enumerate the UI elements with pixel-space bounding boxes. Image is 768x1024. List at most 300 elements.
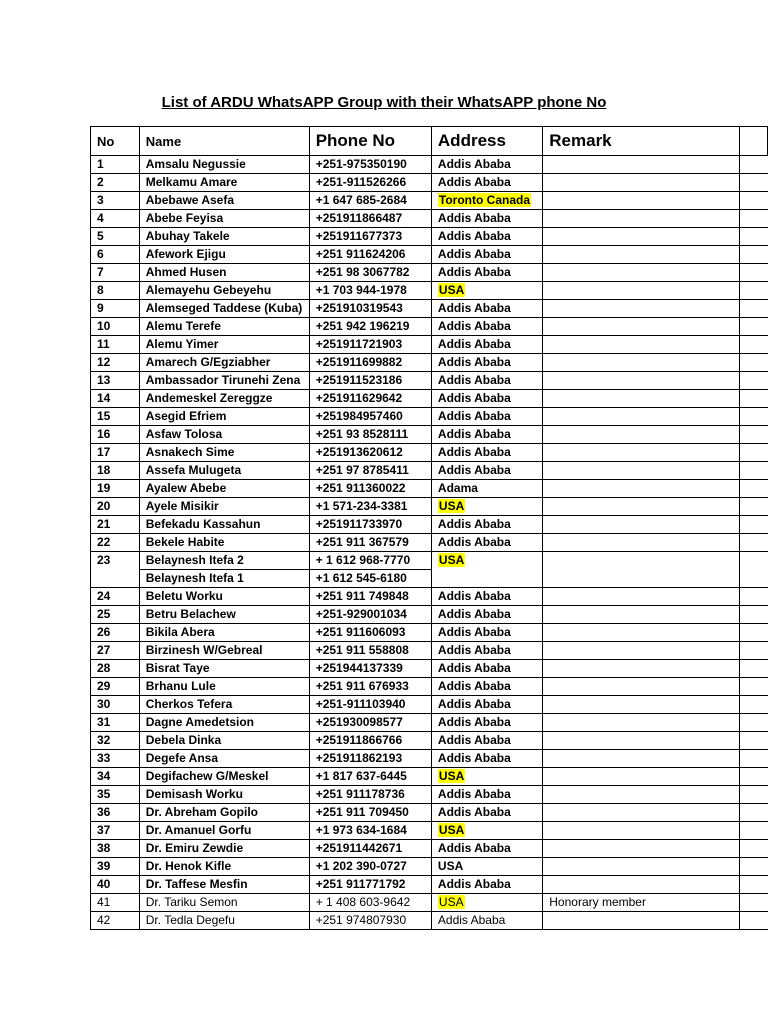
table-row [91,516,768,534]
row-number: 8 [91,282,140,300]
extra-column-cell [739,390,767,408]
extra-column-cell [739,732,767,750]
phone-number: +251 911178736 [309,786,431,804]
row-number: 30 [91,696,140,714]
extra-column-cell [739,768,767,786]
row-number: 36 [91,804,140,822]
header-address: Address [431,127,542,156]
member-name: Demisash Worku [139,786,309,804]
extra-column-cell [739,588,767,606]
remark [543,426,740,444]
member-name: Brhanu Lule [139,678,309,696]
row-number: 11 [91,336,140,354]
remark [543,858,740,876]
remark [543,588,740,606]
phone-number: +251911733970 [309,516,431,534]
table-row [91,480,768,498]
table-row [91,156,768,174]
row-number: 13 [91,372,140,390]
header-remark: Remark [543,127,740,156]
table-row [91,174,768,192]
table-row [91,678,768,696]
row-number: 1 [91,156,140,174]
header-phone: Phone No [309,127,431,156]
remark [543,462,740,480]
extra-column-cell [739,210,767,228]
member-name: Belaynesh Itefa 1 [139,570,309,588]
address [431,642,542,660]
extra-column-cell [739,354,767,372]
phone-number: +251911866487 [309,210,431,228]
phone-number: +251 911 709450 [309,804,431,822]
member-name: Asnakech Sime [139,444,309,462]
address [431,840,542,858]
remark [543,840,740,858]
address-text: USA [438,769,465,783]
remark [543,174,740,192]
address-text: Addis Ababa [437,607,511,621]
address-text: Addis Ababa [437,787,511,801]
member-name: Betru Belachew [139,606,309,624]
member-name: Birzinesh W/Gebreal [139,642,309,660]
address-text: Addis Ababa [437,355,511,369]
extra-column-cell [739,228,767,246]
member-name: Belaynesh Itefa 2 [139,552,309,570]
table-row [91,210,768,228]
phone-number: +251911699882 [309,354,431,372]
member-name: Ahmed Husen [139,264,309,282]
address [431,804,542,822]
row-number: 37 [91,822,140,840]
row-number: 20 [91,498,140,516]
address-text: USA [438,823,465,837]
address [431,354,542,372]
row-number: 16 [91,426,140,444]
phone-number: +251-911526266 [309,174,431,192]
table-row [91,750,768,768]
table-row [91,786,768,804]
table-row [91,804,768,822]
extra-column-cell [739,678,767,696]
extra-column-cell [739,534,767,552]
address [431,876,542,894]
address-text: Addis Ababa [437,247,511,261]
phone-number: +251911862193 [309,750,431,768]
phone-number: +1 571-234-3381 [309,498,431,516]
extra-column-cell [739,264,767,282]
table-row [91,282,768,300]
member-name: Bikila Abera [139,624,309,642]
extra-column-cell [739,372,767,390]
extra-column-cell [739,786,767,804]
row-number: 41 [91,894,140,912]
table-row [91,534,768,552]
remark [543,732,740,750]
address-text: Addis Ababa [437,805,511,819]
row-number: 22 [91,534,140,552]
row-number: 29 [91,678,140,696]
address-text: Addis Ababa [437,697,511,711]
extra-column-cell [739,480,767,498]
phone-number: +251911442671 [309,840,431,858]
remark [543,822,740,840]
row-number: 35 [91,786,140,804]
address [431,372,542,390]
remark [543,264,740,282]
remark [543,318,740,336]
extra-column-cell [739,516,767,534]
member-name: Melkamu Amare [139,174,309,192]
member-name: Abebawe Asefa [139,192,309,210]
address [431,282,542,300]
extra-column-cell [739,696,767,714]
address-text: Addis Ababa [437,301,511,315]
phone-number: +251 93 8528111 [309,426,431,444]
remark [543,480,740,498]
address-text: Addis Ababa [437,157,511,171]
row-number: 28 [91,660,140,678]
extra-column-cell [739,714,767,732]
table-row [91,696,768,714]
address-text: USA [438,499,465,513]
table-row [91,912,768,930]
remark [543,696,740,714]
phone-number: +1 612 545-6180 [309,570,431,588]
row-number: 21 [91,516,140,534]
address [431,462,542,480]
table-body [91,156,768,930]
phone-number: +251911523186 [309,372,431,390]
address-text: Addis Ababa [437,463,511,477]
member-name: Dr. Tedla Degefu [139,912,309,930]
member-name: Alemayehu Gebeyehu [139,282,309,300]
row-number: 4 [91,210,140,228]
table-row [91,876,768,894]
member-name: Afework Ejigu [139,246,309,264]
phone-number: +251984957460 [309,408,431,426]
row-number: 26 [91,624,140,642]
table-row [91,588,768,606]
member-name: Assefa Mulugeta [139,462,309,480]
table-row [91,822,768,840]
table-row [91,426,768,444]
remark [543,354,740,372]
extra-column-cell [739,336,767,354]
phone-number: +1 703 944-1978 [309,282,431,300]
extra-column-cell [739,408,767,426]
row-number: 23 [91,552,140,588]
remark [543,606,740,624]
table-row [91,552,768,570]
address [431,606,542,624]
address [431,444,542,462]
remark [543,750,740,768]
address [431,156,542,174]
row-number: 24 [91,588,140,606]
table-row [91,732,768,750]
row-number: 15 [91,408,140,426]
remark [543,912,740,930]
address [431,480,542,498]
address [431,264,542,282]
phone-number: +251944137339 [309,660,431,678]
phone-number: +251 98 3067782 [309,264,431,282]
address [431,192,542,210]
address-text: Addis Ababa [437,877,511,891]
address-text: Addis Ababa [437,643,511,657]
table-row [91,768,768,786]
table-row [91,408,768,426]
address [431,750,542,768]
remark [543,390,740,408]
address-text: Addis Ababa [437,319,511,333]
row-number: 12 [91,354,140,372]
table-row [91,624,768,642]
address [431,210,542,228]
extra-column-cell [739,840,767,858]
row-number: 27 [91,642,140,660]
remark [543,876,740,894]
member-name: Dr. Taffese Mesfin [139,876,309,894]
table-row [91,228,768,246]
address-text: Addis Ababa [437,175,511,189]
address [431,336,542,354]
address [431,228,542,246]
phone-number: +251930098577 [309,714,431,732]
phone-number: +251 911771792 [309,876,431,894]
extra-column-cell [739,894,767,912]
address [431,678,542,696]
member-name: Dr. Abreham Gopilo [139,804,309,822]
extra-column-cell [739,462,767,480]
address-text: Addis Ababa [437,517,511,531]
address-text: Addis Ababa [437,625,511,639]
row-number: 6 [91,246,140,264]
address-text: Addis Ababa [437,229,511,243]
member-name: Amsalu Negussie [139,156,309,174]
phone-number: +1 202 390-0727 [309,858,431,876]
address-text: Addis Ababa [437,409,511,423]
row-number: 38 [91,840,140,858]
member-name: Dr. Tariku Semon [139,894,309,912]
member-name: Amarech G/Egziabher [139,354,309,372]
extra-column-cell [739,318,767,336]
member-name: Dr. Emiru Zewdie [139,840,309,858]
extra-column-cell [739,498,767,516]
address [431,858,542,876]
phone-number: +251 974807930 [309,912,431,930]
extra-column-cell [739,282,767,300]
address-text: Addis Ababa [437,391,511,405]
member-name: Andemeskel Zereggze [139,390,309,408]
header-name: Name [139,127,309,156]
header-row [91,127,768,156]
address-text: Toronto Canada [438,193,531,207]
address-text: Addis Ababa [437,427,511,441]
member-name: Abebe Feyisa [139,210,309,228]
phone-number: +251913620612 [309,444,431,462]
address-text: Addis Ababa [437,445,511,459]
address [431,732,542,750]
phone-number: +251 911 558808 [309,642,431,660]
extra-column-cell [739,552,767,588]
extra-column-cell [739,156,767,174]
remark [543,786,740,804]
address [431,714,542,732]
header-no: No [91,127,140,156]
address [431,426,542,444]
address-text: Addis Ababa [437,733,511,747]
row-number: 19 [91,480,140,498]
extra-column-cell [739,858,767,876]
member-name: Alemseged Taddese (Kuba) [139,300,309,318]
remark [543,498,740,516]
extra-column-cell [739,912,767,930]
address [431,822,542,840]
address [431,318,542,336]
address-text: Addis Ababa [437,841,511,855]
phone-number: +251 911606093 [309,624,431,642]
member-name: Dagne Amedetsion [139,714,309,732]
remark [543,714,740,732]
phone-number: +251-929001034 [309,606,431,624]
extra-column-cell [739,300,767,318]
address [431,516,542,534]
member-name: Dr. Amanuel Gorfu [139,822,309,840]
address-text: Addis Ababa [437,589,511,603]
row-number: 34 [91,768,140,786]
remark [543,300,740,318]
member-name: Degefe Ansa [139,750,309,768]
address [431,534,542,552]
member-name: Alemu Terefe [139,318,309,336]
extra-column-cell [739,660,767,678]
table-row [91,894,768,912]
extra-column-cell [739,192,767,210]
row-number: 14 [91,390,140,408]
row-number: 25 [91,606,140,624]
address [431,660,542,678]
address-text: USA [438,553,465,567]
address [431,552,542,588]
row-number: 31 [91,714,140,732]
remark [543,534,740,552]
remark [543,804,740,822]
remark [543,336,740,354]
member-name: Ayele Misikir [139,498,309,516]
remark: Honorary member [543,894,740,912]
remark [543,624,740,642]
table-row [91,444,768,462]
address [431,894,542,912]
address-text: USA [438,283,465,297]
address-text: Addis Ababa [437,913,506,927]
phone-number: +1 973 634-1684 [309,822,431,840]
address [431,912,542,930]
phone-number: +251 911 367579 [309,534,431,552]
row-number: 17 [91,444,140,462]
address-text: Addis Ababa [437,661,511,675]
table-row [91,840,768,858]
address [431,498,542,516]
row-number: 33 [91,750,140,768]
member-name: Befekadu Kassahun [139,516,309,534]
phone-number: +251 942 196219 [309,318,431,336]
address-text: Addis Ababa [437,211,511,225]
phone-number: +251 911 676933 [309,678,431,696]
member-name: Ayalew Abebe [139,480,309,498]
address [431,174,542,192]
member-name: Beletu Worku [139,588,309,606]
phone-number: +251911866766 [309,732,431,750]
table-row [91,336,768,354]
table-row [91,642,768,660]
address [431,624,542,642]
address [431,588,542,606]
table-row [91,606,768,624]
phone-number: +1 817 637-6445 [309,768,431,786]
member-name: Bisrat Taye [139,660,309,678]
phone-number: +251 97 8785411 [309,462,431,480]
phone-number: +251 911360022 [309,480,431,498]
remark [543,192,740,210]
table-row [91,372,768,390]
member-name: Dr. Henok Kifle [139,858,309,876]
table-row [91,462,768,480]
phone-number: +251911629642 [309,390,431,408]
row-number: 9 [91,300,140,318]
address [431,246,542,264]
table-row [91,354,768,372]
remark [543,372,740,390]
remark [543,660,740,678]
extra-column-cell [739,822,767,840]
row-number: 40 [91,876,140,894]
remark [543,246,740,264]
remark [543,768,740,786]
table-row [91,390,768,408]
address [431,390,542,408]
address-text: Addis Ababa [437,751,511,765]
table-row [91,300,768,318]
remark [543,282,740,300]
table-row [91,246,768,264]
row-number: 32 [91,732,140,750]
address-text: Addis Ababa [437,373,511,387]
address-text: Addis Ababa [437,337,511,351]
remark [543,516,740,534]
member-name: Alemu Yimer [139,336,309,354]
extra-column-cell [739,444,767,462]
address [431,408,542,426]
row-number: 5 [91,228,140,246]
member-name: Abuhay Takele [139,228,309,246]
address-text: Addis Ababa [437,535,511,549]
extra-column-cell [739,642,767,660]
address-text: Addis Ababa [437,265,511,279]
address-text: Addis Ababa [437,679,511,693]
member-name: Bekele Habite [139,534,309,552]
extra-column-cell [739,426,767,444]
remark [543,642,740,660]
address-text: USA [438,895,464,909]
remark [543,408,740,426]
extra-column-cell [739,804,767,822]
extra-column-cell [739,174,767,192]
table-row [91,318,768,336]
address [431,300,542,318]
members-table [90,126,768,930]
